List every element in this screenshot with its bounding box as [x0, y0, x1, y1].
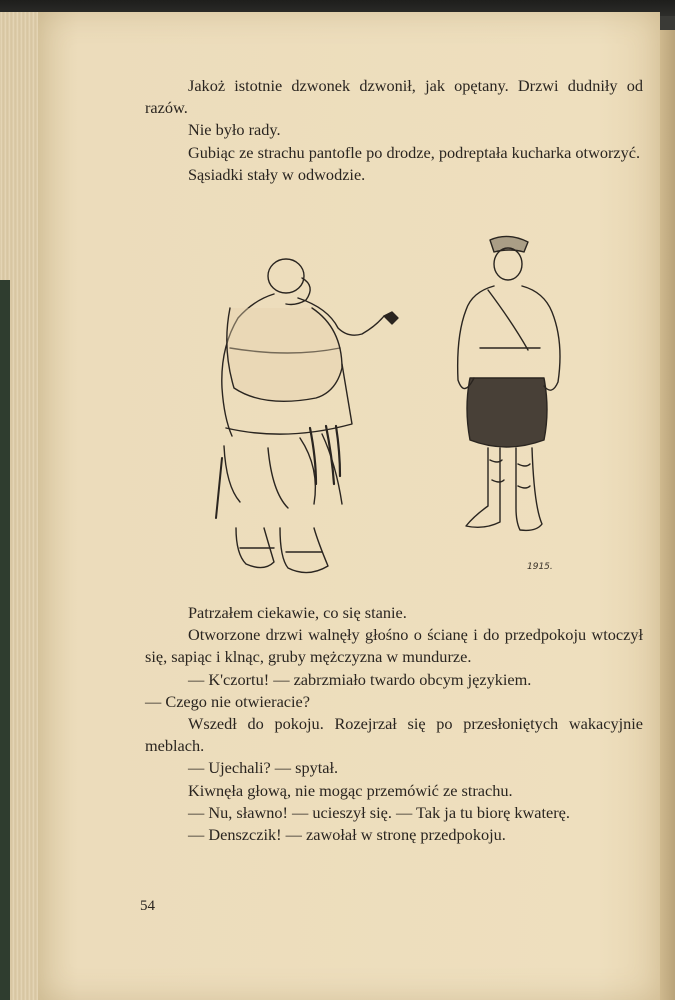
paragraph: — Ujechali? — spytał.	[188, 758, 339, 778]
top-text-block	[145, 75, 643, 186]
paragraph: Wszedł do pokoju. Rozejrzał się po przesłoniętych wakacyjnie meblach.	[145, 714, 643, 756]
right-page-edge	[660, 30, 675, 1000]
paragraph: Sąsiadki stały w odwodzie.	[188, 164, 366, 184]
paragraph: Gubiąc ze strachu pantofle po drodze, podreptała kucharka otworzyć.	[188, 142, 641, 162]
paragraph: — Denszczik! — zawołał w stronę przedpokoju.	[188, 825, 506, 845]
paragraph: — Nu, sławno! — ucieszył się. — Tak ja tu biorę kwaterę.	[188, 802, 570, 822]
stout-officer-figure	[216, 259, 398, 573]
paragraph: Kiwnęła głową, nie mogąc przemówić ze strachu.	[188, 780, 513, 800]
paragraph: Jakoż istotnie dzwonek dzwonił, jak opętany. Drzwi dudniły od razów.	[145, 76, 643, 118]
paragraph: — K'czortu! — zabrzmiało twardo obcym językiem.	[188, 669, 532, 689]
book-cover-edge	[0, 280, 10, 1000]
bottom-text-block	[145, 602, 643, 846]
illustration-two-soldiers	[210, 228, 605, 588]
illustrator-signature: 1915.	[527, 562, 553, 572]
paragraph: Nie było rady.	[188, 120, 281, 140]
young-soldier-figure	[458, 236, 560, 530]
paragraph: Patrzałem ciekawie, co się stanie.	[188, 603, 407, 622]
page-number: 54	[140, 898, 155, 914]
paragraph: Otworzone drzwi walnęły głośno o ścianę i do przedpokoju wtoczył się, sapiąc i klnąc, gruby mężczyzna w mundurze.	[145, 625, 643, 667]
paragraph: — Czego nie otwieracie?	[145, 691, 310, 711]
